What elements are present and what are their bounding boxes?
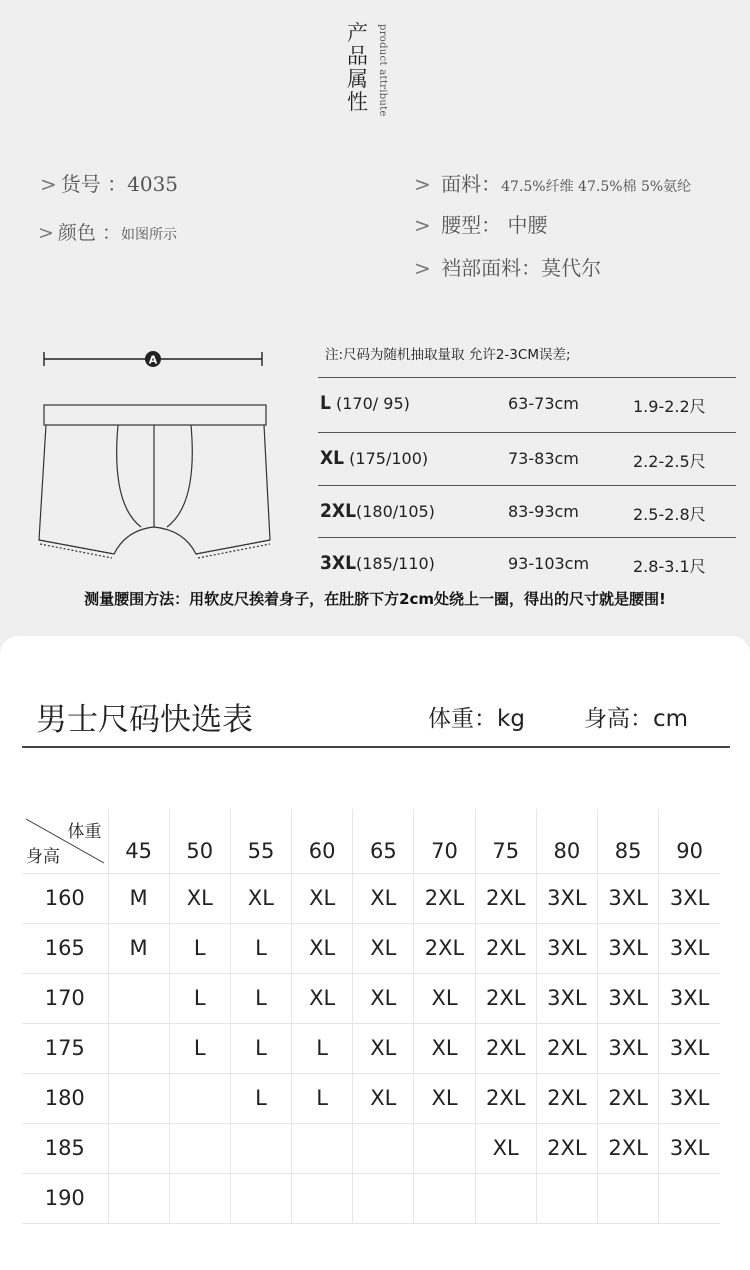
height-row [22, 873, 720, 923]
size-waist-cm: 83-93cm [508, 502, 579, 521]
size-cell: 3XL [598, 873, 659, 923]
size-cell [414, 1123, 475, 1173]
size-row [318, 377, 736, 429]
weight-header-cell: 60 [292, 809, 353, 873]
marker-a-label: A [148, 353, 158, 367]
size-cell: XL [353, 1073, 414, 1123]
height-row [22, 1073, 720, 1123]
size-cell: 2XL [414, 873, 475, 923]
size-cell: L [169, 1023, 230, 1073]
size-waist-cm: 73-83cm [508, 449, 579, 468]
height-cell: 170 [22, 973, 108, 1023]
size-cell: XL [353, 1023, 414, 1073]
size-cell: 2XL [536, 1073, 597, 1123]
size-cell: L [230, 1073, 291, 1123]
corner-height-label: 身高 [26, 846, 60, 867]
height-cell: 175 [22, 1023, 108, 1073]
size-cell: 3XL [536, 873, 597, 923]
size-cell: 3XL [536, 923, 597, 973]
size-cell: XL [475, 1123, 536, 1173]
size-cell: 3XL [659, 923, 720, 973]
corner-cell [22, 809, 108, 873]
weight-header-cell: 45 [108, 809, 169, 873]
prop-fabric: > 面料：47.5%纤维 47.5%棉 5%氨纶 [414, 172, 692, 196]
prop-waist: > 腰型： 中腰 [414, 213, 548, 237]
height-cell: 185 [22, 1123, 108, 1173]
weight-header-cell: 85 [598, 809, 659, 873]
height-row [22, 1023, 720, 1073]
size-cell: 2XL [598, 1123, 659, 1173]
size-cell: 2XL [475, 873, 536, 923]
size-cell [230, 1123, 291, 1173]
size-waist-chi: 2.8-3.1尺 [633, 557, 706, 576]
size-cell [475, 1173, 536, 1223]
size-cell: 2XL [475, 973, 536, 1023]
size-row [318, 432, 736, 484]
prop-crotch-label: 裆部面料： [441, 256, 542, 280]
size-cell: 2XL [598, 1073, 659, 1123]
weight-header-cell: 70 [414, 809, 475, 873]
size-cell: L [169, 973, 230, 1023]
attribute-title-cn: 产品属性 [347, 21, 368, 114]
size-waist-chi: 2.5-2.8尺 [633, 505, 706, 524]
height-cell: 165 [22, 923, 108, 973]
size-cell: 3XL [659, 1023, 720, 1073]
size-cell [230, 1173, 291, 1223]
size-waist-cm: 93-103cm [508, 554, 590, 573]
size-label: 2XL [320, 500, 356, 522]
prop-waist-label: 腰型： [441, 213, 502, 237]
title-divider [22, 746, 730, 748]
quick-select-title: 男士尺码快选表 [36, 702, 253, 738]
weight-header-row [22, 809, 720, 873]
size-cell [292, 1173, 353, 1223]
prop-color-value: 如图所示 [120, 227, 177, 243]
size-cell [659, 1173, 720, 1223]
size-cell: XL [230, 873, 291, 923]
weight-header-cell: 75 [475, 809, 536, 873]
size-cell: 2XL [475, 923, 536, 973]
size-label: 3XL [320, 552, 356, 574]
size-cell [108, 1023, 169, 1073]
weight-header-cell: 65 [353, 809, 414, 873]
weight-header-cell: 50 [169, 809, 230, 873]
size-label: L [320, 392, 331, 414]
size-cell [108, 1073, 169, 1123]
attribute-title-en: product attribute [377, 24, 388, 117]
size-cell: M [108, 873, 169, 923]
size-cell: L [230, 923, 291, 973]
size-cell: M [108, 923, 169, 973]
size-cell: 2XL [414, 923, 475, 973]
prop-fabric-value: 47.5%纤维 47.5%棉 5%氨纶 [501, 179, 692, 195]
size-cell [353, 1123, 414, 1173]
size-cell: 2XL [475, 1023, 536, 1073]
height-cell: 160 [22, 873, 108, 923]
size-cell: XL [292, 923, 353, 973]
size-cell: 3XL [659, 1123, 720, 1173]
size-cell: XL [414, 973, 475, 1023]
size-cell: XL [353, 873, 414, 923]
size-cell: 2XL [475, 1073, 536, 1123]
size-cell: XL [414, 1073, 475, 1123]
size-label: XL [320, 447, 345, 469]
height-row [22, 1123, 720, 1173]
size-cell [353, 1173, 414, 1223]
size-cell: XL [292, 873, 353, 923]
prop-fabric-label: 面料： [441, 172, 502, 196]
waist-measure-method: 测量腰围方法：用软皮尺挨着身子，在肚脐下方2cm处绕上一圈，得出的尺寸就是腰围! [84, 590, 666, 608]
underwear-outline [39, 405, 270, 558]
prop-crotch-value: 莫代尔 [541, 256, 602, 280]
size-waist-chi: 1.9-2.2尺 [633, 397, 706, 416]
size-cell: L [169, 923, 230, 973]
size-cell: XL [169, 873, 230, 923]
size-quick-select-table [22, 809, 720, 1224]
size-cell: 3XL [598, 973, 659, 1023]
size-cell: 3XL [598, 923, 659, 973]
size-spec: (185/110) [355, 554, 435, 573]
prop-item-no: > 货号 ：4035 [40, 172, 179, 196]
size-cell [292, 1123, 353, 1173]
prop-item-no-label: 货号 ： [60, 172, 128, 196]
height-cell: 180 [22, 1073, 108, 1123]
size-waist-cm: 63-73cm [508, 394, 579, 413]
size-cell [169, 1123, 230, 1173]
waist-measure-line [44, 351, 262, 367]
size-spec: (180/105) [355, 502, 435, 521]
size-note: 注:尺码为随机抽取量取 允许2-3CM误差; [325, 347, 571, 363]
weight-header-cell: 55 [230, 809, 291, 873]
size-cell [169, 1173, 230, 1223]
size-cell: XL [292, 973, 353, 1023]
size-cell [536, 1173, 597, 1223]
prop-item-no-value: 4035 [127, 172, 179, 196]
size-cell: L [292, 1023, 353, 1073]
size-cell: 3XL [598, 1023, 659, 1073]
size-cell: 3XL [659, 973, 720, 1023]
weight-unit: 体重：kg [428, 706, 525, 732]
size-cell [108, 1123, 169, 1173]
size-row [318, 485, 736, 537]
size-cell: 3XL [536, 973, 597, 1023]
prop-color: > 颜色 ：如图所示 [38, 222, 177, 244]
quick-select-card [0, 636, 750, 1270]
size-cell [598, 1173, 659, 1223]
height-row [22, 1173, 720, 1223]
size-cell: 2XL [536, 1123, 597, 1173]
size-cell: L [230, 973, 291, 1023]
weight-header-cell: 80 [536, 809, 597, 873]
size-cell: L [230, 1023, 291, 1073]
attribute-header [347, 22, 397, 122]
corner-weight-label: 体重 [67, 822, 102, 842]
height-cell: 190 [22, 1173, 108, 1223]
height-row [22, 973, 720, 1023]
size-cell: XL [414, 1023, 475, 1073]
size-cell: L [292, 1073, 353, 1123]
size-cell: 3XL [659, 873, 720, 923]
size-row [318, 537, 736, 589]
underwear-diagram [36, 344, 272, 566]
height-row [22, 923, 720, 973]
size-cell: 3XL [659, 1073, 720, 1123]
size-cell [169, 1073, 230, 1123]
size-waist-chi: 2.2-2.5尺 [633, 452, 706, 471]
size-cell: 2XL [536, 1023, 597, 1073]
prop-waist-value: 中腰 [507, 213, 548, 237]
size-cell: XL [353, 923, 414, 973]
size-cell [108, 1173, 169, 1223]
prop-crotch: > 裆部面料：莫代尔 [414, 256, 602, 280]
height-unit: 身高：cm [584, 706, 689, 732]
prop-color-label: 颜色 ： [57, 222, 121, 244]
size-cell: XL [353, 973, 414, 1023]
size-spec: (170/ 95) [336, 394, 410, 413]
size-cell [108, 973, 169, 1023]
size-spec: (175/100) [349, 449, 429, 468]
weight-header-cell: 90 [659, 809, 720, 873]
size-cell [414, 1173, 475, 1223]
